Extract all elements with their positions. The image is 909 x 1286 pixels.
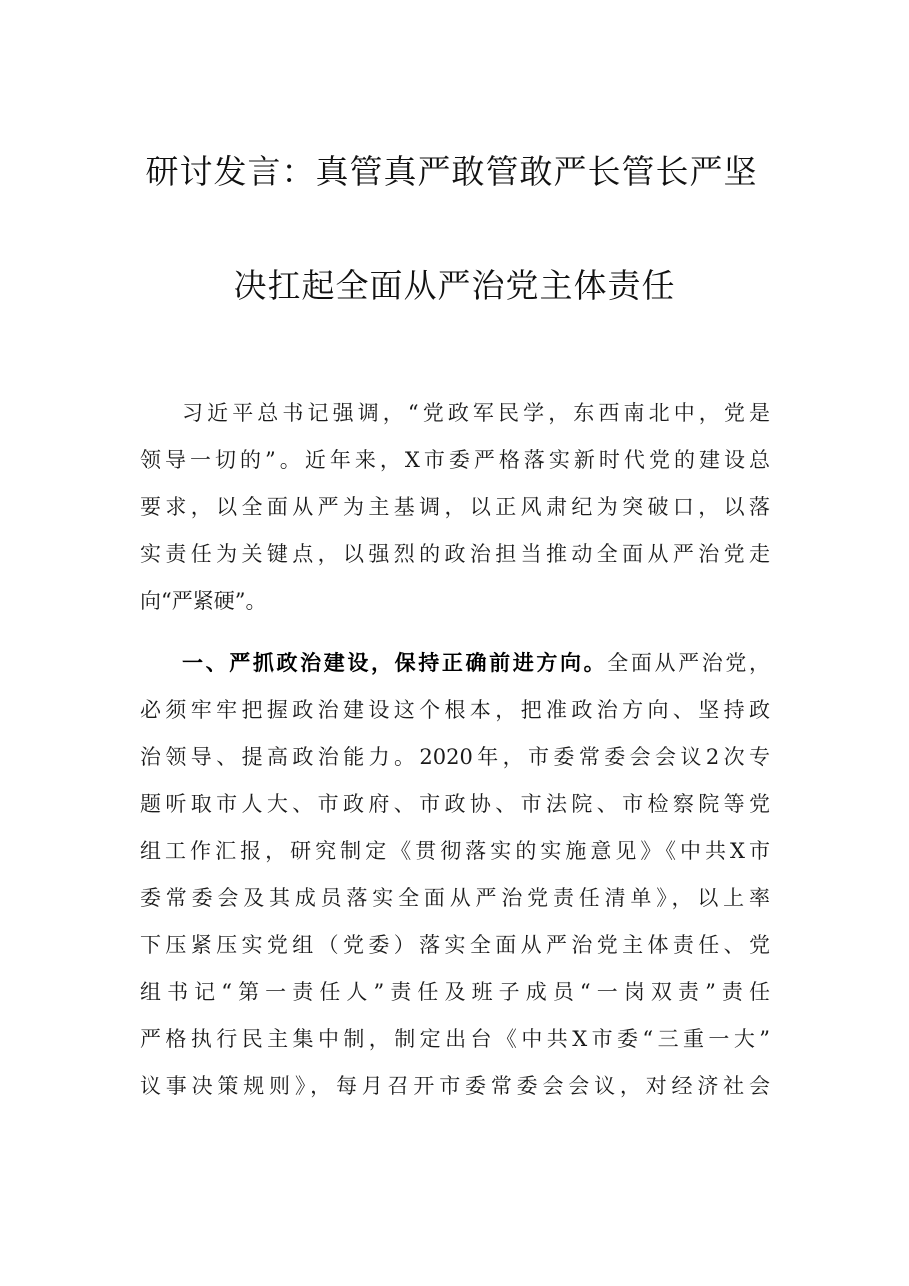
section-heading-1: 一、严抓政治建设，保持正确前进方向。 (182, 651, 608, 675)
paragraph-2-line: 组书记“第一责任人”责任及班子成员“一岗双责”责任 (140, 980, 770, 1004)
paragraph-2-line: 委常委会及其成员落实全面从严治党责任清单》，以上率 (140, 886, 770, 910)
paragraph-2-line: 组工作汇报，研究制定《贯彻落实的实施意见》《中共X市 (140, 839, 770, 863)
paragraph-2-line: 议事决策规则》，每月召开市委常委会会议，对经济社会 (140, 1074, 770, 1098)
document-title-line-1: 研讨发言：真管真严敢管敢严长管长严坚 (145, 152, 758, 191)
paragraph-2-line: 治领导、提高政治能力。2020年，市委常委会会议2次专 (140, 745, 770, 769)
paragraph-1-line: 习近平总书记强调，“党政军民学，东西南北中，党是 (182, 401, 770, 425)
paragraph-1-line: 要求，以全面从严为主基调，以正风肃纪为突破口，以落 (140, 495, 770, 519)
paragraph-2-line: 题听取市人大、市政府、市政协、市法院、市检察院等党 (140, 792, 770, 816)
paragraph-1-line: 实责任为关键点，以强烈的政治担当推动全面从严治党走 (140, 542, 770, 566)
paragraph-2-line: 严格执行民主集中制，制定出台《中共X市委“三重一大” (140, 1027, 770, 1051)
paragraph-2-first-line-text: 全面从严治党， (607, 651, 770, 675)
paragraph-2-first-line (182, 648, 770, 678)
paragraph-2-line: 下压紧压实党组（党委）落实全面从严治党主体责任、党 (140, 933, 770, 957)
paragraph-2-line: 必须牢牢把握政治建设这个根本，把准政治方向、坚持政 (140, 698, 770, 722)
paragraph-1-line: 领导一切的”。近年来，X市委严格落实新时代党的建设总 (140, 448, 770, 472)
paragraph-1-line: 向“严紧硬”。 (140, 589, 267, 613)
document-title-line-2: 决扛起全面从严治党主体责任 (233, 266, 676, 305)
